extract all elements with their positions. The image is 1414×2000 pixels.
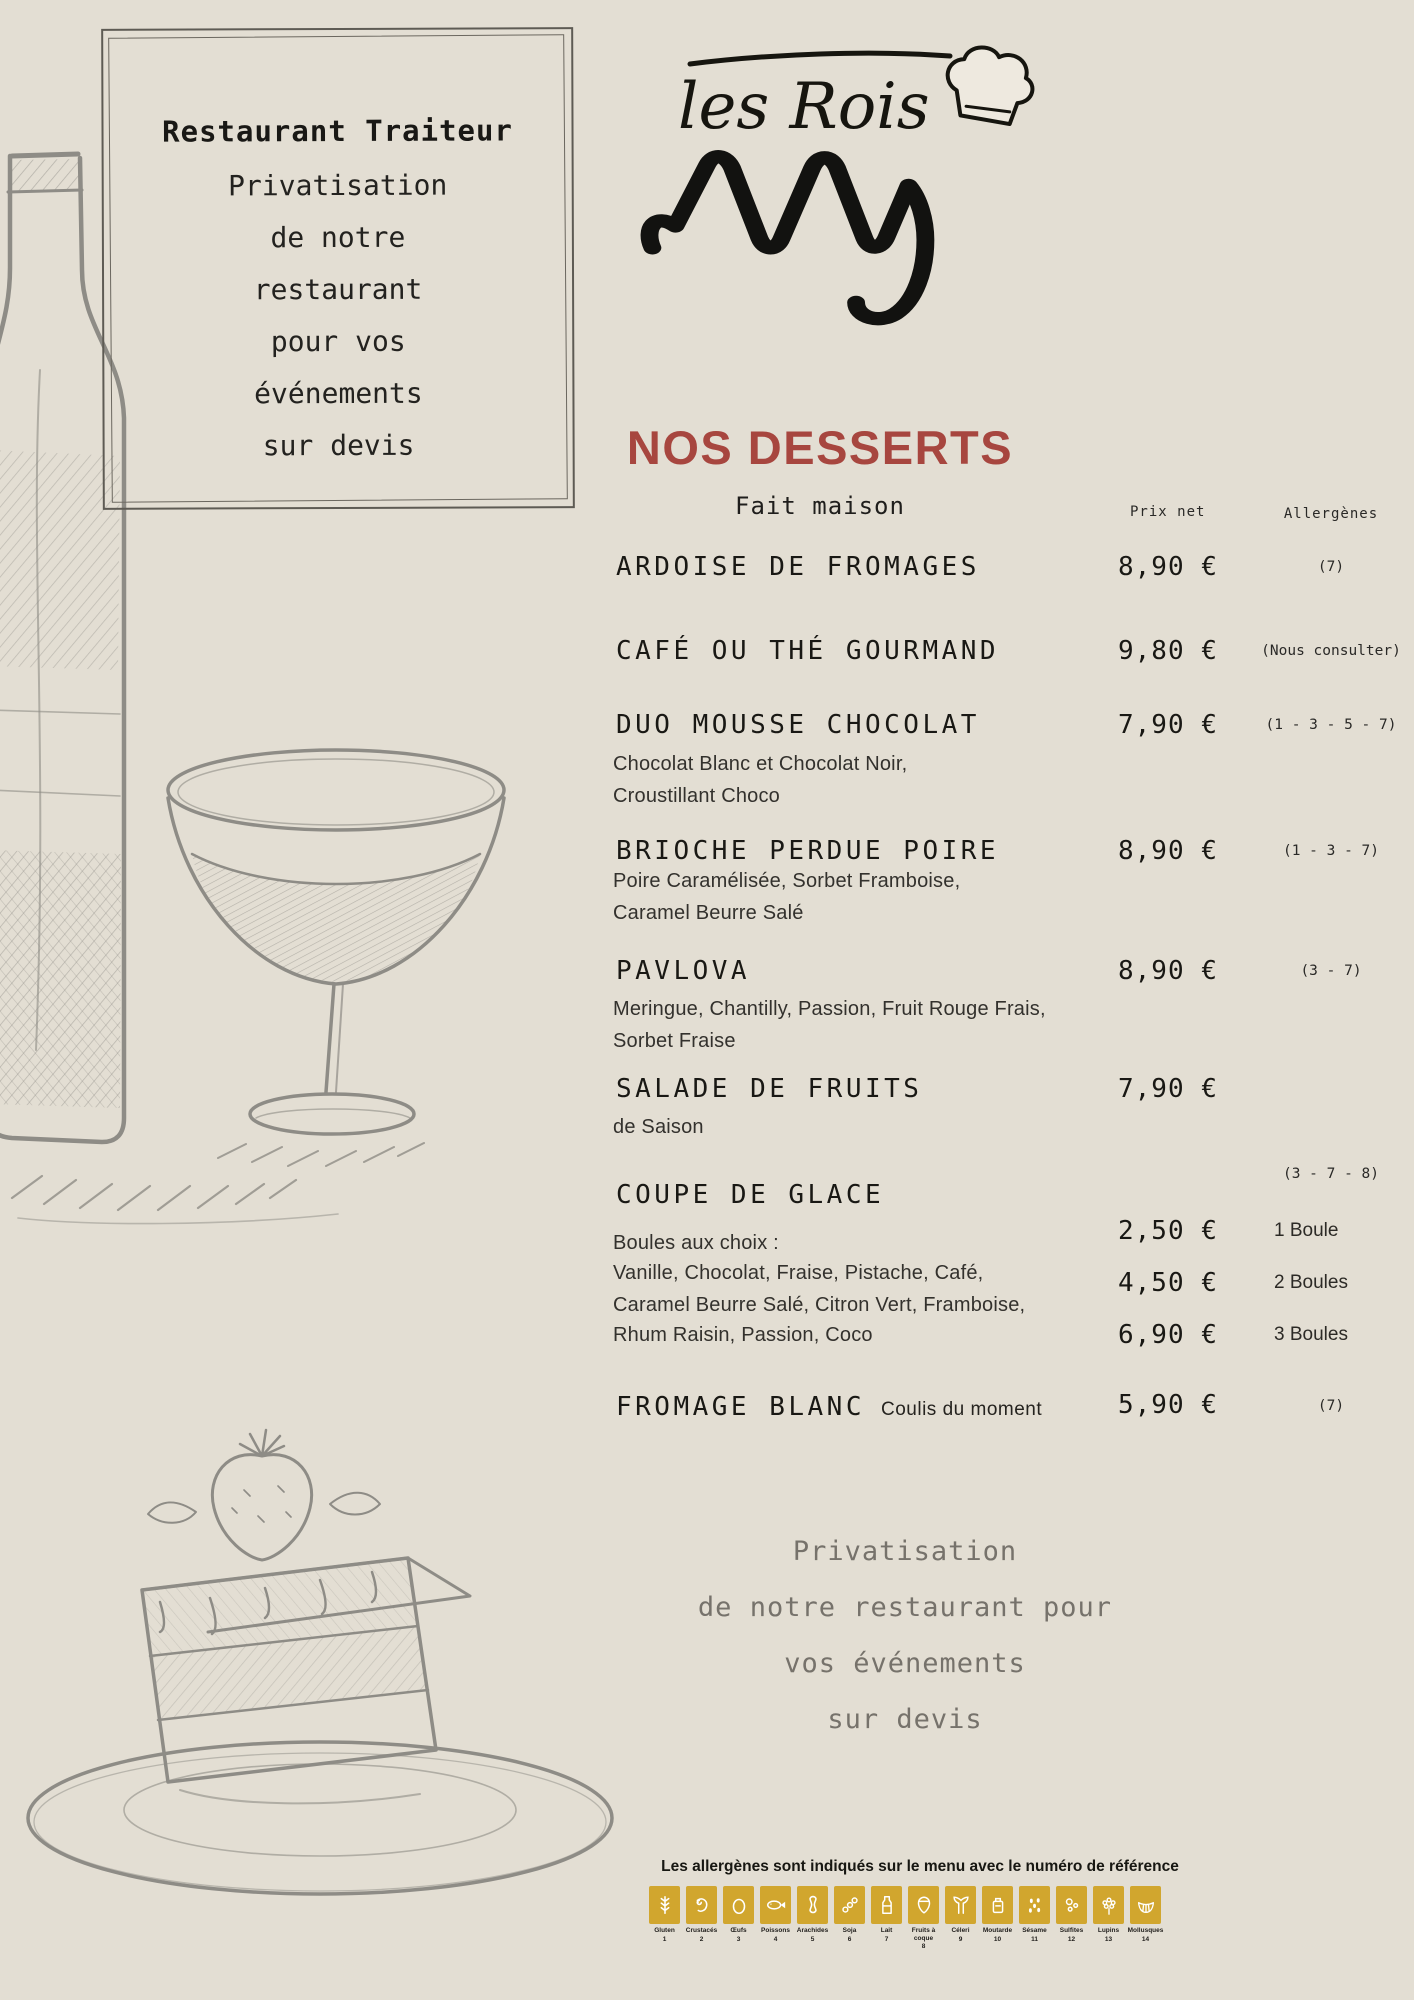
promo-line: sur devis — [262, 428, 415, 463]
allergen-legend-item: Sésame 11 — [1016, 1886, 1053, 1950]
menu-item-name: COUPE DE GLACE — [616, 1180, 885, 1210]
footer-promo-line: Privatisation — [792, 1536, 1018, 1567]
menu-title: NOS DESSERTS — [626, 421, 1014, 474]
menu-item-price: 7,90 € — [1118, 1074, 1218, 1104]
menu-item-allergens: (7) — [1317, 559, 1345, 575]
menu-item-desc: Chocolat Blanc et Chocolat Noir, — [613, 753, 908, 775]
menu-item-price: 8,90 € — [1118, 836, 1218, 866]
menu-item-desc: Sorbet Fraise — [613, 1030, 736, 1052]
footer-promo-line: de notre restaurant pour — [697, 1592, 1113, 1623]
egg-icon — [723, 1886, 754, 1924]
menu-item-allergens: (3 - 7) — [1300, 963, 1362, 979]
milk-icon — [871, 1886, 902, 1924]
menu-item-allergens: (1 - 3 - 7) — [1282, 843, 1380, 859]
menu-item-price: 7,90 € — [1118, 710, 1218, 740]
allergen-legend — [646, 1886, 1164, 1950]
promo-box-title: Restaurant Traiteur — [162, 113, 513, 149]
menu-item-allergens: (1 - 3 - 5 - 7) — [1265, 717, 1397, 733]
allergen-legend-item: Poissons 4 — [757, 1886, 794, 1950]
fish-icon — [760, 1886, 791, 1924]
wine-glass-sketch — [148, 726, 528, 1176]
menu-item-price: 5,90 € — [1118, 1390, 1218, 1420]
allergen-legend-item: Lait 7 — [868, 1886, 905, 1950]
footer-promo-line: vos événements — [784, 1648, 1026, 1679]
menu-item-name: CAFÉ OU THÉ GOURMAND — [616, 636, 1000, 666]
cake-slice-sketch — [0, 1420, 650, 1920]
menu-variant-label: 1 Boule — [1274, 1220, 1339, 1241]
menu-variant-price: 6,90 € — [1118, 1320, 1218, 1350]
menu-item-price: 8,90 € — [1118, 956, 1218, 986]
mustard-icon — [982, 1886, 1013, 1924]
footer-promo-text — [575, 1524, 1235, 1748]
menu-variant-price: 4,50 € — [1118, 1268, 1218, 1298]
menu-item-name: SALADE DE FRUITS — [616, 1074, 923, 1104]
menu-subtitle: Fait maison — [735, 492, 905, 520]
wheat-icon — [649, 1886, 680, 1924]
promo-line: de notre — [270, 220, 406, 255]
menu-item-desc: Poire Caramélisée, Sorbet Framboise, — [613, 870, 961, 892]
mollusc-icon — [1130, 1886, 1161, 1924]
menu-item-desc: de Saison — [613, 1116, 704, 1138]
peanut-icon — [797, 1886, 828, 1924]
celery-icon — [945, 1886, 976, 1924]
allergen-legend-item: Moutarde 10 — [979, 1886, 1016, 1950]
menu-item-price: 8,90 € — [1118, 552, 1218, 582]
restaurant-logo — [620, 30, 1070, 380]
soy-icon — [834, 1886, 865, 1924]
allergen-legend-item: Sulfites 12 — [1053, 1886, 1090, 1950]
menu-item-desc: Croustillant Choco — [613, 785, 781, 807]
menu-item-desc: Rhum Raisin, Passion, Coco — [613, 1324, 873, 1346]
sulfites-icon — [1056, 1886, 1087, 1924]
menu-item-price: 9,80 € — [1118, 636, 1218, 666]
allergen-legend-item: Gluten 1 — [646, 1886, 683, 1950]
allergen-legend-item: Crustacés 2 — [683, 1886, 720, 1950]
menu-item-allergens: (3 - 7 - 8) — [1282, 1166, 1380, 1182]
allergen-legend-item: Arachides 5 — [794, 1886, 831, 1950]
menu-variant-price: 2,50 € — [1118, 1216, 1218, 1246]
menu-item-name: DUO MOUSSE CHOCOLAT — [616, 710, 980, 740]
chef-hat-icon — [941, 42, 1038, 127]
promo-line: pour vos — [270, 324, 406, 359]
allergen-legend-item: Céleri 9 — [942, 1886, 979, 1950]
promo-line: Privatisation — [228, 168, 448, 203]
menu-variant-label: 2 Boules — [1274, 1272, 1348, 1293]
menu-item-desc: Boules aux choix : — [613, 1232, 779, 1254]
menu-item-desc: Vanille, Chocolat, Fraise, Pistache, Café, — [613, 1262, 984, 1284]
menu-item-allergens: (Nous consulter) — [1261, 643, 1401, 659]
menu-item-name-text: FROMAGE BLANC — [616, 1392, 865, 1422]
column-header-price: Prix net — [1130, 504, 1206, 520]
menu-item-name: PAVLOVA — [616, 956, 751, 986]
menu-item-name: BRIOCHE PERDUE POIRE — [616, 836, 1000, 866]
ground-hatch-sketch — [8, 1128, 368, 1228]
logo-overbar — [690, 53, 950, 64]
menu-item-desc: Caramel Beurre Salé — [613, 902, 804, 924]
allergen-legend-item: Œufs 3 — [720, 1886, 757, 1950]
footer-promo-line: sur devis — [827, 1704, 983, 1735]
menu-item-desc: Meringue, Chantilly, Passion, Fruit Rouge Frais, — [613, 998, 1046, 1020]
menu-item-name-suffix: Coulis du moment — [881, 1399, 1043, 1420]
menu-item-name: ARDOISE DE FROMAGES — [616, 552, 980, 582]
allergen-legend-item: Soja 6 — [831, 1886, 868, 1950]
promo-line: événements — [254, 376, 423, 411]
menu-item-name — [616, 1392, 1042, 1422]
column-header-allergens: Allergènes — [1283, 506, 1379, 522]
allergen-legend-item: Mollusques 14 — [1127, 1886, 1164, 1950]
allergen-legend-item: Lupins 13 — [1090, 1886, 1127, 1950]
shrimp-icon — [686, 1886, 717, 1924]
allergen-legend-item: Fruits à coque 8 — [905, 1886, 942, 1950]
menu-item-desc: Caramel Beurre Salé, Citron Vert, Framboise, — [613, 1294, 1026, 1316]
promo-line: restaurant — [253, 272, 423, 307]
logo-script-text: les Rois — [678, 70, 930, 144]
sesame-icon — [1019, 1886, 1050, 1924]
lupin-icon — [1093, 1886, 1124, 1924]
menu-variant-label: 3 Boules — [1274, 1324, 1348, 1345]
allergen-legend-heading: Les allergènes sont indiqués sur le menu avec le numéro de référence — [661, 1858, 1179, 1875]
menu-item-allergens: (7) — [1317, 1398, 1345, 1414]
nut-icon — [908, 1886, 939, 1924]
logo-mark-maj — [650, 157, 926, 319]
